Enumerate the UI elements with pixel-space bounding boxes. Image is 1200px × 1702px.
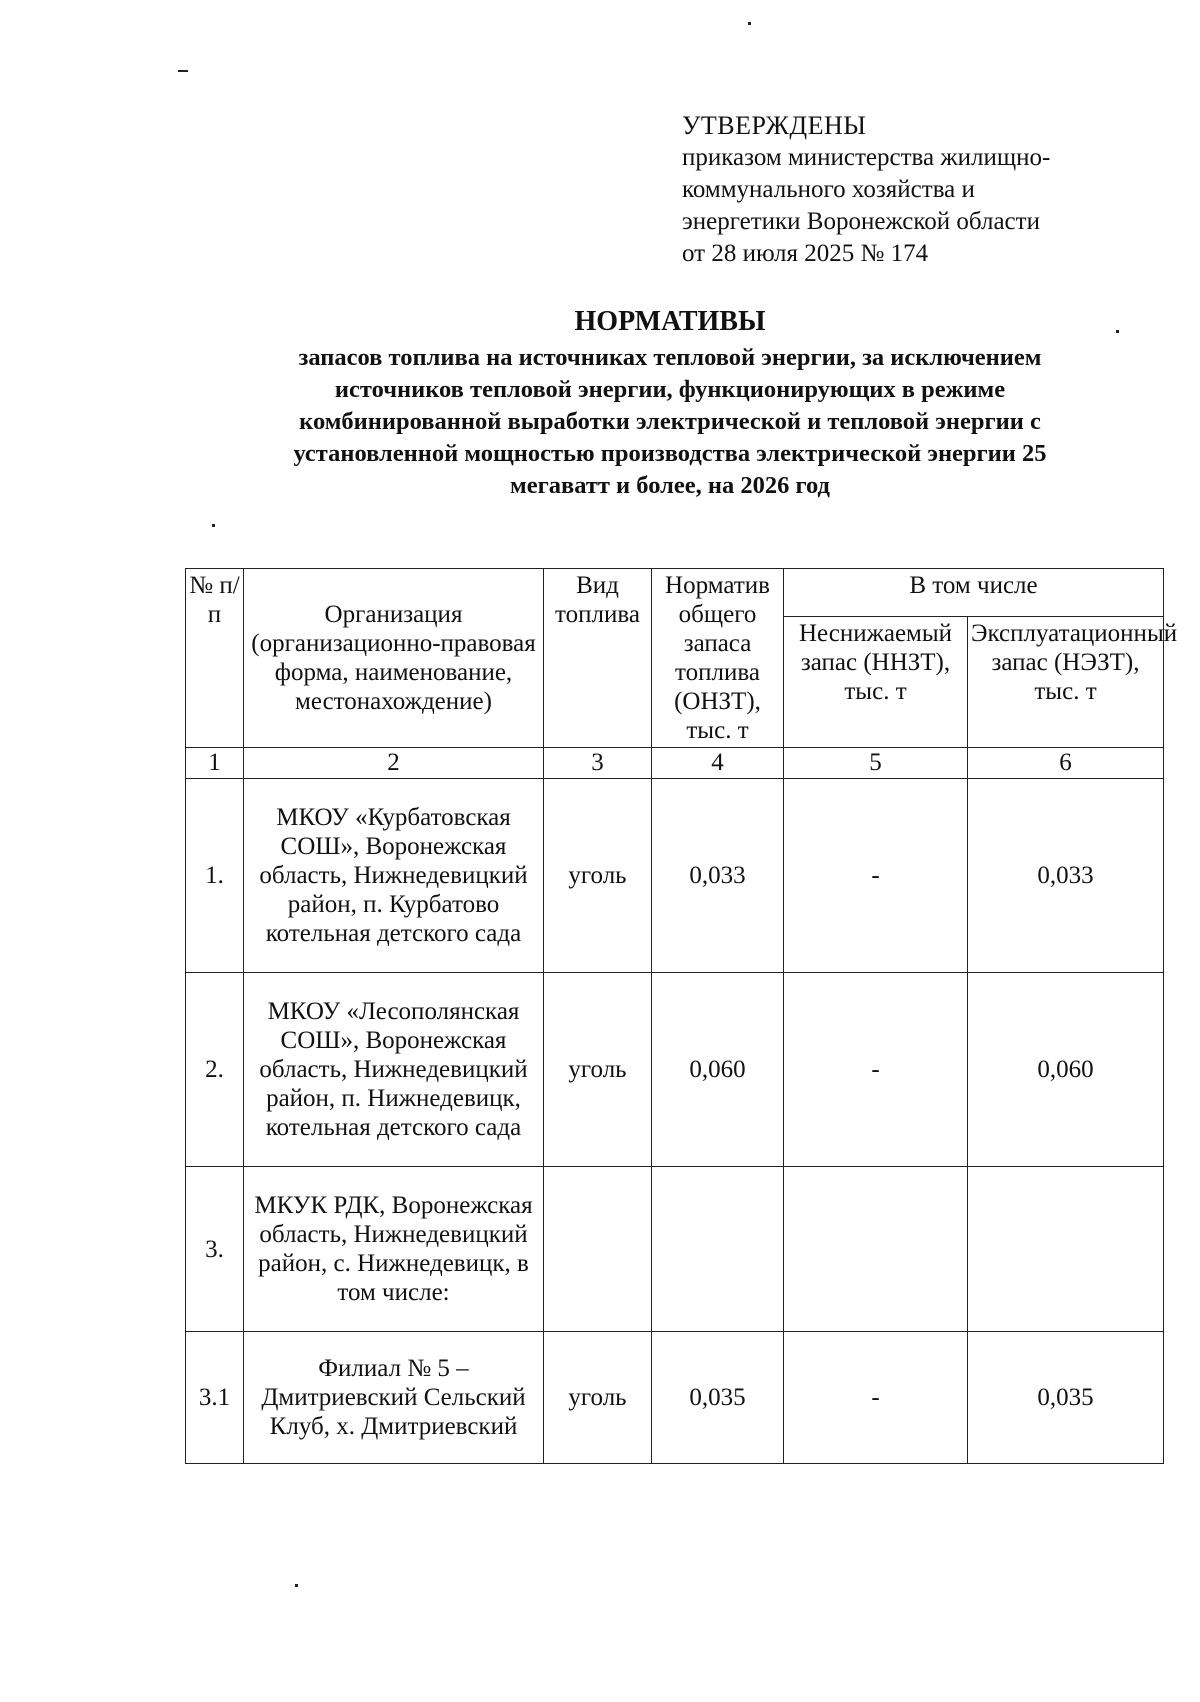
document-title: НОРМАТИВЫ <box>574 306 766 337</box>
row-norm <box>652 1167 784 1332</box>
header-fuel: Вид топлива <box>544 569 652 748</box>
row-nezt <box>968 1167 1164 1332</box>
row-num: 3.1 <box>186 1332 244 1464</box>
row-fuel <box>544 1167 652 1332</box>
subtitle-line: запасов топлива на источниках тепловой энергии, за исключением <box>298 344 1042 371</box>
approval-block <box>682 110 1162 270</box>
header-nezt: Эксплуатационный запас (НЭЗТ), тыс. т <box>968 617 1164 748</box>
approval-line: от 28 июля 2025 № 174 <box>682 240 929 267</box>
row-org: МКОУ «Курбатовская СОШ», Воронежская область, Нижнедевицкий район, п. Курбатово котельная детского сада <box>244 779 544 973</box>
row-nezt: 0,035 <box>968 1332 1164 1464</box>
header-num: № п/п <box>186 569 244 748</box>
row-nezt: 0,033 <box>968 779 1164 973</box>
subtitle-line: комбинированной выработки электрической и тепловой энергии с <box>299 408 1041 435</box>
header-nnzt: Неснижаемый запас (ННЗТ), тыс. т <box>784 617 968 748</box>
document-subtitle <box>220 342 1120 502</box>
row-norm: 0,060 <box>652 973 784 1167</box>
row-num: 1. <box>186 779 244 973</box>
column-number: 5 <box>784 748 968 779</box>
row-norm: 0,033 <box>652 779 784 973</box>
scan-speck <box>1116 330 1119 333</box>
approval-line: энергетики Воронежской области <box>682 208 1040 235</box>
row-org: МКУК РДК, Воронежская область, Нижнедевицкий район, с. Нижнедевицк, в том числе: <box>244 1167 544 1332</box>
row-fuel: уголь <box>544 779 652 973</box>
header-including: В том числе <box>784 569 1164 617</box>
table-row <box>186 973 1164 1167</box>
column-number: 6 <box>968 748 1164 779</box>
header-org: Организация (организационно-правовая форма, наименование, местонахождение) <box>244 569 544 748</box>
scan-speck <box>748 22 751 25</box>
table-row <box>186 1332 1164 1464</box>
subtitle-line: мегаватт и более, на 2026 год <box>510 472 830 499</box>
approval-line: коммунального хозяйства и <box>682 176 975 203</box>
column-number: 4 <box>652 748 784 779</box>
scan-speck <box>212 524 215 527</box>
row-fuel: уголь <box>544 973 652 1167</box>
row-org: Филиал № 5 – Дмитриевский Сельский Клуб, х. Дмитриевский <box>244 1332 544 1464</box>
scan-speck <box>295 1584 298 1587</box>
column-number: 3 <box>544 748 652 779</box>
row-nezt: 0,060 <box>968 973 1164 1167</box>
table-row <box>186 1167 1164 1332</box>
header-norm: Норматив общего запаса топлива (ОНЗТ), тыс. т <box>652 569 784 748</box>
row-norm: 0,035 <box>652 1332 784 1464</box>
approval-line: приказом министерства жилищно- <box>682 144 1051 171</box>
subtitle-line: источников тепловой энергии, функционирующих в режиме <box>334 376 1006 403</box>
row-fuel: уголь <box>544 1332 652 1464</box>
row-num: 2. <box>186 973 244 1167</box>
row-nnzt: - <box>784 1332 968 1464</box>
row-nnzt: - <box>784 973 968 1167</box>
row-nnzt <box>784 1167 968 1332</box>
column-number-row <box>186 748 1164 779</box>
column-number: 2 <box>244 748 544 779</box>
norms-table <box>185 568 1178 1464</box>
scan-speck <box>178 70 188 72</box>
approval-heading: УТВЕРЖДЕНЫ <box>682 111 867 140</box>
row-nnzt: - <box>784 779 968 973</box>
row-num: 3. <box>186 1167 244 1332</box>
table-row <box>186 779 1164 973</box>
subtitle-line: установленной мощностью производства электрической энергии 25 <box>293 440 1047 467</box>
row-org: МКОУ «Лесополянская СОШ», Воронежская область, Нижнедевицкий район, п. Нижнедевицк, котельная детского сада <box>244 973 544 1167</box>
column-number: 1 <box>186 748 244 779</box>
